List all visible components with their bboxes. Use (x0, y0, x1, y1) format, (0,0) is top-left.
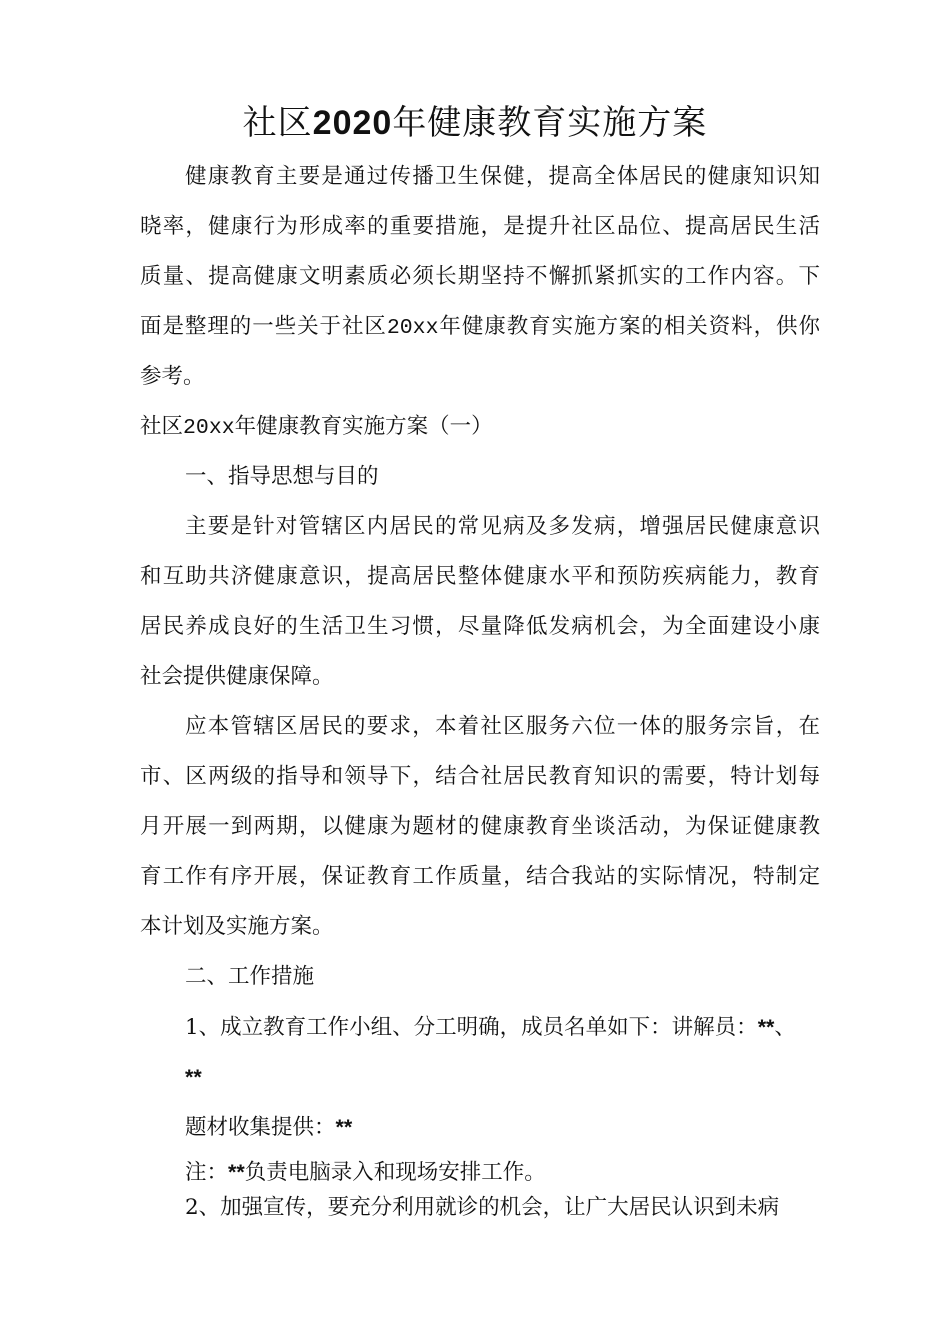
section1-heading: 一、指导思想与目的 (185, 464, 379, 489)
intro-line-3: 质量、提高健康文明素质必须长期坚持不懈抓紧抓实的工作内容。下 (140, 264, 820, 289)
section2-heading: 二、工作措施 (185, 964, 315, 989)
part1-title-a: 社区 (140, 414, 184, 439)
item1-line-1 (185, 1012, 820, 1043)
note-name: ** (228, 1160, 245, 1184)
item1-line-3 (185, 1112, 820, 1143)
para2-line-4: 育工作有序开展，保证教育工作质量，结合我站的实际情况，特制定 (140, 864, 820, 889)
intro-line-4-c: 年健康教育实施方案的相关资料，供你 (438, 314, 820, 339)
note-text: 负责电脑录入和现场安排工作。 (244, 1160, 546, 1185)
para1-line-2: 和互助共济健康意识，提高居民整体健康水平和预防疾病能力，教育 (140, 564, 820, 589)
note-label: 注： (185, 1160, 229, 1185)
intro-line-4-year: 20xx (386, 316, 439, 340)
item2-line-1: 2、加强宣传，要充分利用就诊的机会，让广大居民认识到未病 (185, 1195, 780, 1220)
para1-line-3: 居民养成良好的生活卫生习惯，尽量降低发病机会，为全面建设小康 (140, 614, 820, 639)
para2-line-5: 本计划及实施方案。 (140, 914, 334, 939)
para2-line-3: 月开展一到两期，以健康为题材的健康教育坐谈活动，为保证健康教 (140, 814, 820, 839)
note-line (185, 1157, 820, 1188)
part1-title-year: 20xx (183, 416, 235, 440)
title-suffix: 年健康教育实施方案 (392, 103, 708, 143)
para2-line-1: 应本管辖区居民的要求，本着社区服务六位一体的服务宗旨，在 (185, 714, 820, 739)
title-year: 2020 (312, 104, 393, 142)
item1-name-a: ** (757, 1015, 775, 1039)
item1-line-3-label: 题材收集提供： (185, 1115, 336, 1140)
para1-line-1: 主要是针对管辖区内居民的常见病及多发病，增强居民健康意识 (185, 514, 820, 539)
document-title (0, 100, 950, 146)
item1-line-2: ** (185, 1065, 202, 1089)
item1-line-3-name: ** (335, 1115, 353, 1139)
intro-line-4-a: 面是整理的一些关于社区 (140, 314, 387, 339)
item1-text: 1、成立教育工作小组、分工明确，成员名单如下：讲解员： (185, 1015, 758, 1040)
intro-line-2: 晓率，健康行为形成率的重要措施，是提升社区品位、提高居民生活 (140, 214, 820, 239)
intro-line-4 (140, 312, 820, 343)
para1-line-4: 社会提供健康保障。 (140, 664, 334, 689)
item1-sep: 、 (774, 1015, 796, 1040)
para2-line-2: 市、区两级的指导和领导下，结合社居民教育知识的需要，特计划每 (140, 764, 820, 789)
intro-line-5: 参考。 (140, 364, 205, 389)
intro-line-1: 健康教育主要是通过传播卫生保健，提高全体居民的健康知识知 (185, 164, 820, 189)
title-prefix: 社区 (242, 103, 313, 143)
part1-title-c: 年健康教育实施方案（一） (234, 414, 493, 439)
part1-title (140, 412, 820, 443)
